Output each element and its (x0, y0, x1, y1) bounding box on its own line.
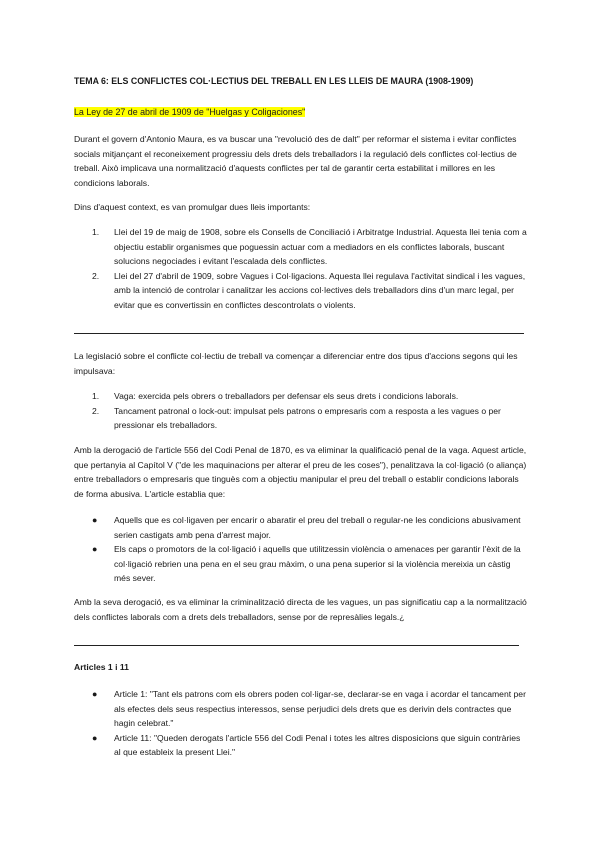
divider (74, 333, 524, 334)
list-item: ● Article 1: "Tant els patrons com els obrers poden col·ligar-se, declarar-se en vaga i acordar el tancament per als efectes dels seus respectius interessos, sense perjudici dels drets que es derivin dels contractes que hagin celebrat." (92, 689, 526, 729)
laws-list (74, 225, 529, 313)
list-item: 1. Vaga: exercida pels obrers o treballadors per defensar els seus drets i condicions laborals. (92, 391, 459, 401)
list-item: ● Aquells que es col·ligaven per encarir o abaratir el preu del treball o regular-ne les condicions abusivament serien castigats amb pena d'arrest major. (92, 515, 521, 540)
derogation-paragraph: Amb la derogació de l'article 556 del Codi Penal de 1870, es va eliminar la qualificació penal de la vaga. Aquest article, que pertanyia al Capítol V ("de les maquinacions per alterar el preu de les coses"), penalitzava la col·ligació (o aliança) entre treballadors o empresaris que tinguès com a objectiu manipular el preu del treball o establir condicions laborals de forma abusiva. L'article establia que: (74, 445, 527, 499)
bullet-icon: ● (92, 732, 98, 743)
legislation-paragraph: La legislació sobre el conflicte col·lectiu de treball va començar a diferenciar entre dos tipus d'accions segons qui les impulsava: (74, 351, 518, 376)
list-item: ● Article 11: "Queden derogats l'article 556 del Codi Penal i totes les altres disposicions que siguin contràries al que estableix la present Llei." (92, 732, 521, 758)
bullet-icon: ● (92, 689, 98, 699)
list-item: 1. Llei del 19 de maig de 1908, sobre els Consells de Conciliació i Arbitratge Industrial. Aquesta llei tenia com a objectiu establir organismes que poguessin actuar com a mediadors en els conflictes laborals, buscant solucions negociades i evitant l'escalada dels conflictes. (92, 227, 527, 267)
divider (74, 645, 519, 646)
intro-paragraph: Durant el govern d'Antonio Maura, es va buscar una "revolució des de dalt" per reformar el sistema i evitar conflictes socials mitjançant el reconeixement progressiu dels drets dels treballadors i la regulació dels conflictes col·lectius de treball. Això implicava una normalització d'aquests conflictes per tal de garantir certa estabilitat i millores en les condicions laborals. (74, 134, 517, 188)
highlighted-law-title: La Ley de 27 de abril de 1909 de "Huelgas y Coligaciones" (74, 107, 306, 117)
bullet-icon: ● (92, 544, 98, 555)
context-paragraph: Dins d'aquest context, es van promulgar dues lleis importants: (74, 202, 311, 212)
articles-heading: Articles 1 i 11 (74, 662, 129, 672)
list-item: ● Els caps o promotors de la col·ligació i aquells que utilitzessin violència o amenaces per garantir l'èxit de la col·ligació rebrien una pena en el seu grau màxim, o una pena superior si la violència mereixia un càstig més sever. (92, 544, 521, 584)
list-item: 2. Tancament patronal o lock-out: impulsat pels patrons o empresaris com a resposta a les vagues o per pressionar els treballadors. (92, 405, 501, 431)
articles-list (74, 687, 529, 760)
document-title: TEMA 6: ELS CONFLICTES COL·LECTIUS DEL TREBALL EN LES LLEIS DE MAURA (1908-1909) (74, 76, 474, 86)
actions-list (74, 389, 529, 433)
article-points-list (74, 513, 529, 586)
conclusion-paragraph: Amb la seva derogació, es va eliminar la criminalització directa de les vagues, un pas significatiu cap a la normalització dels conflictes laborals com a drets dels treballadors, sense por de represàlies legals.¿ (74, 597, 527, 622)
list-item: 2. Llei del 27 d'abril de 1909, sobre Vagues i Col·ligacions. Aquesta llei regulava l'activitat sindical i les vagues, amb la intenció de controlar i canalitzar les accions col·lectives dels treballadors dins d'un marc legal, per evitar que es convertissin en conflictes descontrolats o violents. (92, 270, 526, 310)
bullet-icon: ● (92, 515, 98, 525)
